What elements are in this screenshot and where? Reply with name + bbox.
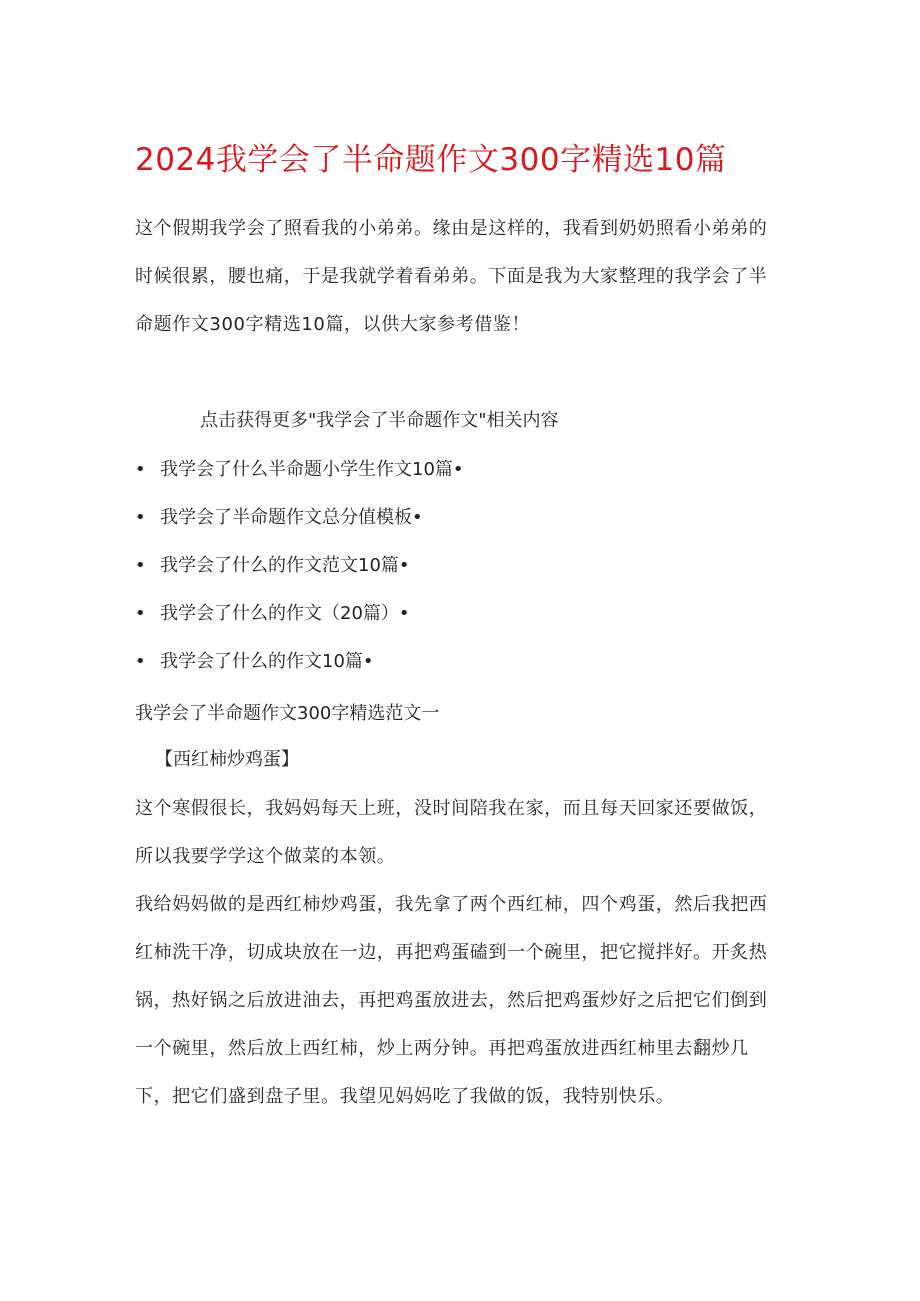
- related-link[interactable]: 我学会了什么半命题小学生作文10篇•: [160, 459, 464, 480]
- document-title: 2024我学会了半命题作文300字精选10篇: [135, 142, 727, 178]
- related-link[interactable]: 我学会了什么的作文（20篇）•: [160, 603, 410, 624]
- body-paragraph: 这个寒假很长，我妈妈每天上班，没时间陪我在家，而且每天回家还要做饭，所以我要学学这个做菜的本领。: [135, 798, 768, 867]
- list-item[interactable]: [135, 546, 785, 594]
- body-paragraph: 我给妈妈做的是西红柿炒鸡蛋，我先拿了两个西红柿，四个鸡蛋，然后我把西红柿洗干净，切成块放在一边，再把鸡蛋磕到一个碗里，把它搅拌好。开炙热锅，热好锅之后放进油去，再把鸡蛋放进去，然后把鸡蛋炒好之后把它们倒到一个碗里，然后放上西红柿，炒上两分钟。再把鸡蛋放进西红柿里去翻炒几下，把它们盛到盘子里。我望见妈妈吃了我做的饭，我特别快乐。: [135, 894, 768, 1107]
- list-item[interactable]: [135, 594, 785, 642]
- related-link[interactable]: 我学会了半命题作文总分值模板•: [160, 507, 423, 528]
- bullet-icon: •: [135, 555, 146, 576]
- list-item[interactable]: [135, 498, 785, 546]
- essay-subtitle: 【西红柿炒鸡蛋】: [155, 749, 299, 770]
- related-link[interactable]: 我学会了什么的作文10篇•: [160, 651, 374, 672]
- related-content-heading[interactable]: 点击获得更多"我学会了半命题作文"相关内容: [200, 410, 559, 431]
- list-item[interactable]: [135, 642, 785, 690]
- bullet-icon: •: [135, 651, 146, 672]
- section-title: 我学会了半命题作文300字精选范文一: [135, 703, 440, 724]
- intro-paragraph: 这个假期我学会了照看我的小弟弟。缘由是这样的，我看到奶奶照看小弟弟的时候很累，腰也痛，于是我就学着看弟弟。下面是我为大家整理的我学会了半命题作文300字精选10篇，以供大家参考借鉴！: [135, 218, 768, 335]
- bullet-icon: •: [135, 603, 146, 624]
- related-link[interactable]: 我学会了什么的作文范文10篇•: [160, 555, 410, 576]
- list-item[interactable]: [135, 450, 785, 498]
- bullet-icon: •: [135, 507, 146, 528]
- related-links-list: [135, 450, 785, 690]
- bullet-icon: •: [135, 459, 146, 480]
